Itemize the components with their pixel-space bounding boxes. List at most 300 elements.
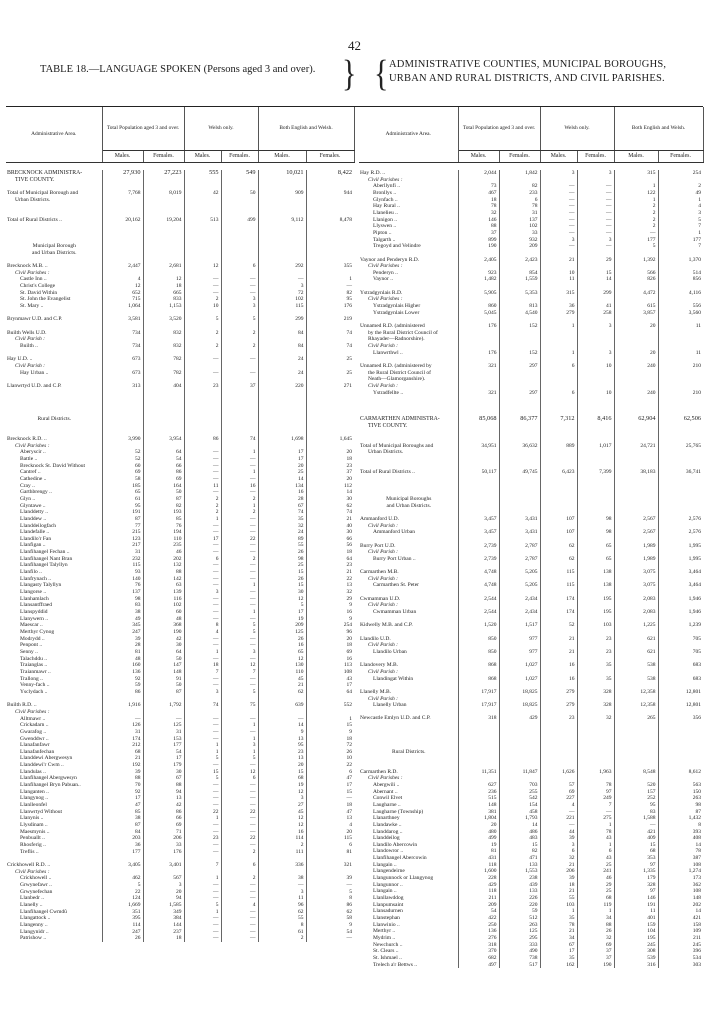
value-cell (458, 642, 499, 649)
value-cell: 38,183 (614, 469, 658, 476)
value-cell (499, 489, 540, 496)
value-cell (499, 343, 540, 350)
value-cell (614, 549, 658, 556)
table-row (359, 829, 703, 836)
value-cell: 78 (540, 922, 577, 929)
value-cell (458, 729, 499, 736)
value-cell: 850 (458, 636, 499, 643)
table-row (6, 529, 354, 536)
table-row (359, 496, 703, 503)
area-name: Unnamed R.D. (administered (360, 323, 425, 330)
value-cell: 315 (540, 290, 577, 297)
value-cell: 17 (258, 449, 306, 456)
table-row (6, 742, 354, 749)
table-row (6, 370, 354, 377)
value-cell (540, 410, 577, 417)
value-cell (540, 742, 577, 749)
value-cell (184, 270, 221, 277)
table-row (359, 336, 703, 343)
value-cell: — (577, 197, 614, 204)
table-row (359, 483, 703, 490)
value-cell: 1,274 (658, 868, 703, 875)
table-row (6, 463, 354, 470)
value-cell (143, 197, 184, 204)
value-cell (458, 376, 499, 383)
value-cell: 813 (499, 303, 540, 310)
table-row (6, 802, 354, 809)
area-name (359, 616, 458, 623)
value-cell: 95 (614, 802, 658, 809)
value-cell: 483 (499, 835, 540, 842)
value-cell: 62,904 (614, 416, 658, 423)
value-cell (540, 722, 577, 729)
value-cell: — (184, 489, 221, 496)
area-name: Aberllynfi .. (373, 183, 401, 190)
value-cell: 12 (258, 822, 306, 829)
value-cell: 77 (102, 523, 143, 530)
value-cell (614, 376, 658, 383)
value-cell (658, 403, 703, 410)
table-row (359, 383, 703, 390)
table-row (359, 230, 703, 237)
value-cell: 115 (258, 303, 306, 310)
value-cell (614, 449, 658, 456)
value-cell: 58 (102, 476, 143, 483)
value-cell: 37 (577, 948, 614, 955)
value-cell: — (221, 782, 258, 789)
area-name: Llanfilo .. (20, 569, 42, 576)
table-row (6, 609, 354, 616)
table-row (359, 243, 703, 250)
value-cell: 3,464 (658, 569, 703, 576)
table-row (359, 463, 703, 470)
value-cell (499, 463, 540, 470)
value-cell: 74 (306, 343, 354, 350)
value-cell (577, 496, 614, 503)
table-row (6, 542, 354, 549)
value-cell (614, 177, 658, 184)
area-name (359, 483, 458, 490)
value-cell: 6 (540, 363, 577, 370)
value-cell (184, 416, 221, 423)
value-cell: — (143, 716, 184, 723)
table-row (6, 336, 354, 343)
value-cell: 6 (184, 556, 221, 563)
value-cell (658, 669, 703, 676)
value-cell: 82 (143, 503, 184, 510)
value-cell (540, 562, 577, 569)
value-cell: 421 (658, 915, 703, 922)
value-cell: 1 (306, 716, 354, 723)
value-cell (577, 742, 614, 749)
value-cell (306, 696, 354, 703)
table-row (6, 256, 354, 263)
value-cell: 22 (102, 889, 143, 896)
table-row (359, 516, 703, 523)
value-cell (540, 356, 577, 363)
value-cell (614, 483, 658, 490)
table-row (359, 769, 703, 776)
value-cell: 16 (221, 483, 258, 490)
area-name (359, 356, 458, 363)
table-row (6, 330, 354, 337)
value-cell (458, 696, 499, 703)
area-name: Llanelly Urban (373, 702, 407, 709)
value-cell: 2,083 (614, 609, 658, 616)
value-cell (540, 250, 577, 257)
value-cell: 84 (258, 330, 306, 337)
value-cell: 3 (184, 589, 221, 596)
value-cell: 263 (499, 922, 540, 929)
value-cell: 74 (221, 436, 258, 443)
value-cell: 102 (143, 602, 184, 609)
area-name: Traianglas .. (20, 662, 48, 669)
value-cell: 2 (184, 296, 221, 303)
value-cell: — (184, 542, 221, 549)
table-row (359, 935, 703, 942)
value-cell: 255 (499, 789, 540, 796)
value-cell: 27,223 (143, 170, 184, 177)
value-cell (102, 210, 143, 217)
value-cell: 3,431 (499, 529, 540, 536)
header-area: Administrative Area. (6, 107, 102, 163)
value-cell (499, 376, 540, 383)
value-cell: 30 (143, 769, 184, 776)
table-row (359, 183, 703, 190)
area-name: Hay U.D. .. (7, 356, 33, 363)
value-cell: 219 (306, 316, 354, 323)
table-row (359, 316, 703, 323)
value-cell: 74 (306, 509, 354, 516)
value-cell: 69 (143, 822, 184, 829)
value-cell: 62 (306, 909, 354, 916)
value-cell (143, 363, 184, 370)
area-name: Ysclydach .. (20, 688, 48, 695)
area-name (359, 729, 458, 736)
table-row (6, 835, 354, 842)
value-cell: 238 (499, 875, 540, 882)
value-cell: — (184, 929, 221, 936)
value-cell: 81 (458, 848, 499, 855)
value-cell: — (221, 569, 258, 576)
value-cell (577, 283, 614, 290)
value-cell: 5 (221, 755, 258, 762)
value-cell (221, 443, 258, 450)
value-cell: 6 (221, 775, 258, 782)
table-row (6, 755, 354, 762)
value-cell: — (577, 243, 614, 250)
value-cell: 206 (540, 868, 577, 875)
value-cell (614, 656, 658, 663)
value-cell: 25 (258, 562, 306, 569)
value-cell: 2 (184, 509, 221, 516)
value-cell (258, 869, 306, 876)
value-cell (458, 403, 499, 410)
value-cell: — (221, 283, 258, 290)
value-cell: — (221, 576, 258, 583)
value-cell: 52 (540, 622, 577, 629)
value-cell: — (184, 729, 221, 736)
table-row (359, 562, 703, 569)
value-cell: 2 (184, 496, 221, 503)
value-cell (658, 562, 703, 569)
area-name: Llandilo'r Fan (20, 535, 52, 542)
left-brace: { (374, 52, 389, 94)
value-cell: 17,917 (458, 702, 499, 709)
value-cell: 1,027 (499, 662, 540, 669)
value-cell: 12 (143, 276, 184, 283)
value-cell: — (184, 656, 221, 663)
value-cell (143, 389, 184, 396)
value-cell: 683 (658, 662, 703, 669)
value-cell (540, 669, 577, 676)
area-name: Llandowror .. (373, 848, 404, 855)
value-cell: 43 (577, 835, 614, 842)
value-cell (540, 476, 577, 483)
header-welsh-only: Welsh only. (184, 107, 258, 151)
value-cell (102, 409, 143, 416)
value-cell: 18 (306, 736, 354, 743)
value-cell: 15 (184, 769, 221, 776)
area-name: Builth Wells U.D. (7, 329, 47, 336)
area-name: Unnamed R.D. (administered by (360, 362, 432, 369)
value-cell: 15 (577, 270, 614, 277)
table-row (359, 396, 703, 403)
area-name: Abernant .. (373, 788, 398, 795)
area-name: TIVE COUNTY. (15, 176, 55, 183)
value-cell (540, 463, 577, 470)
value-cell: 18 (184, 662, 221, 669)
value-cell: 850 (458, 649, 499, 656)
area-name (6, 429, 102, 436)
value-cell (614, 755, 658, 762)
value-cell: 21 (540, 257, 577, 264)
area-name: Hay Urban .. (20, 369, 49, 376)
value-cell (258, 363, 306, 370)
value-cell: 16 (540, 676, 577, 683)
table-row (359, 390, 703, 397)
value-cell: 162 (540, 962, 577, 969)
table-row (6, 296, 354, 303)
value-cell (577, 370, 614, 377)
value-cell: 5 (184, 316, 221, 323)
value-cell: — (184, 276, 221, 283)
value-cell: 195 (577, 596, 614, 603)
value-cell (577, 762, 614, 769)
value-cell: 1,335 (614, 868, 658, 875)
area-name: Laugharne (Township) (373, 808, 424, 815)
area-name: Rhayader—Radnorshire). (368, 336, 425, 343)
value-cell: 1,916 (102, 702, 143, 709)
table-row (359, 755, 703, 762)
value-cell: 65 (258, 649, 306, 656)
value-cell: 210 (658, 363, 703, 370)
value-cell (102, 696, 143, 703)
value-cell: 109 (658, 928, 703, 935)
area-name: Llanelieu .. (373, 209, 398, 216)
area-name: Brynmawr U.D. and C.P. (7, 316, 63, 323)
value-cell: 4 (184, 629, 221, 636)
value-cell (102, 869, 143, 876)
value-cell: 3 (577, 323, 614, 330)
area-name (6, 403, 102, 410)
value-cell: 73 (458, 183, 499, 190)
value-cell: 8 (184, 622, 221, 629)
table-row (6, 523, 354, 530)
value-cell: 30 (258, 589, 306, 596)
table-row (359, 403, 703, 410)
value-cell: 12,801 (658, 702, 703, 709)
value-cell (306, 197, 354, 204)
table-row (6, 616, 354, 623)
value-cell (221, 210, 258, 217)
value-cell: 76 (102, 582, 143, 589)
value-cell: — (221, 676, 258, 683)
header-females: Females. (306, 151, 354, 163)
value-cell: — (184, 789, 221, 796)
value-cell: — (577, 230, 614, 237)
table-row (359, 576, 703, 583)
area-name (359, 682, 458, 689)
area-name: Llanwrtyd Without (20, 808, 62, 815)
value-cell (540, 656, 577, 663)
value-cell: 174 (540, 596, 577, 603)
value-cell: 355 (306, 263, 354, 270)
value-cell (143, 350, 184, 357)
value-cell (577, 463, 614, 470)
value-cell (577, 376, 614, 383)
value-cell: 13 (258, 755, 306, 762)
value-cell (577, 483, 614, 490)
value-cell: 566 (614, 270, 658, 277)
value-cell: 1 (614, 183, 658, 190)
value-cell: 65 (577, 556, 614, 563)
value-cell: 203 (102, 835, 143, 842)
table-row (359, 310, 703, 317)
area-name: Glyn .. (20, 495, 36, 502)
value-cell: 42 (143, 636, 184, 643)
value-cell (184, 376, 221, 383)
value-cell: — (221, 842, 258, 849)
value-cell: 211 (458, 895, 499, 902)
value-cell: 621 (614, 649, 658, 656)
value-cell: 220 (258, 383, 306, 390)
value-cell: — (221, 909, 258, 916)
value-cell: 83 (614, 809, 658, 816)
value-cell (184, 396, 221, 403)
table-row (6, 729, 354, 736)
value-cell: 177 (614, 237, 658, 244)
value-cell: 3,954 (143, 436, 184, 443)
table-row (359, 370, 703, 377)
value-cell (614, 396, 658, 403)
value-cell: 43 (306, 676, 354, 683)
value-cell: 353 (614, 855, 658, 862)
value-cell (658, 503, 703, 510)
table-row (6, 310, 354, 317)
value-cell (577, 343, 614, 350)
value-cell (614, 562, 658, 569)
area-name: Mydrim .. (373, 935, 396, 942)
value-cell (458, 523, 499, 530)
area-name: Llyswen .. (373, 223, 397, 230)
value-cell: 1 (184, 875, 221, 882)
value-cell: 17 (306, 682, 354, 689)
value-cell (143, 250, 184, 257)
header-males: Males. (184, 151, 221, 163)
value-cell: 393 (658, 829, 703, 836)
value-cell (499, 509, 540, 516)
value-cell: 69 (102, 469, 143, 476)
value-cell (577, 503, 614, 510)
value-cell: 18,825 (499, 702, 540, 709)
value-cell: 703 (499, 782, 540, 789)
area-name: Modrydd .. (20, 635, 45, 642)
area-name: Civil Parish : (368, 382, 398, 389)
value-cell: 3 (577, 170, 614, 177)
value-cell: 5,205 (499, 582, 540, 589)
value-cell: 295 (499, 935, 540, 942)
value-cell: 18 (306, 642, 354, 649)
value-cell (658, 536, 703, 543)
value-cell: 115 (540, 569, 577, 576)
value-cell: 206 (143, 835, 184, 842)
value-cell: — (184, 676, 221, 683)
value-cell: 44 (540, 829, 577, 836)
value-cell: 84 (258, 343, 306, 350)
value-cell (499, 263, 540, 270)
value-cell: 97 (577, 789, 614, 796)
table-row (359, 602, 703, 609)
value-cell (458, 576, 499, 583)
table-row (359, 855, 703, 862)
value-cell (540, 330, 577, 337)
value-cell (258, 409, 306, 416)
value-cell: 303 (658, 962, 703, 969)
value-cell: 4 (658, 203, 703, 210)
value-cell: 32 (577, 715, 614, 722)
value-cell: 11,351 (458, 769, 499, 776)
table-row (359, 237, 703, 244)
value-cell (221, 236, 258, 243)
value-cell: 10,021 (258, 170, 306, 177)
table-row (6, 569, 354, 576)
value-cell: 381 (458, 809, 499, 816)
table-row (6, 862, 354, 869)
value-cell: 318 (458, 715, 499, 722)
table-row (359, 908, 703, 915)
value-cell: 95 (306, 296, 354, 303)
value-cell: 26 (102, 935, 143, 942)
value-cell (658, 383, 703, 390)
table-row (359, 489, 703, 496)
table-row (359, 217, 703, 224)
value-cell: 134 (258, 483, 306, 490)
value-cell: 4 (306, 822, 354, 829)
value-cell (499, 755, 540, 762)
area-name: Llanwrthwl .. (373, 349, 403, 356)
value-cell (577, 177, 614, 184)
table-row (359, 895, 703, 902)
area-name (359, 536, 458, 543)
area-name: Ystradfellte .. (373, 389, 404, 396)
value-cell: 315 (614, 170, 658, 177)
value-cell: 12,358 (614, 702, 658, 709)
value-cell: 173 (658, 875, 703, 882)
table-row (6, 429, 354, 436)
value-cell: 111 (258, 849, 306, 856)
table-row (359, 596, 703, 603)
